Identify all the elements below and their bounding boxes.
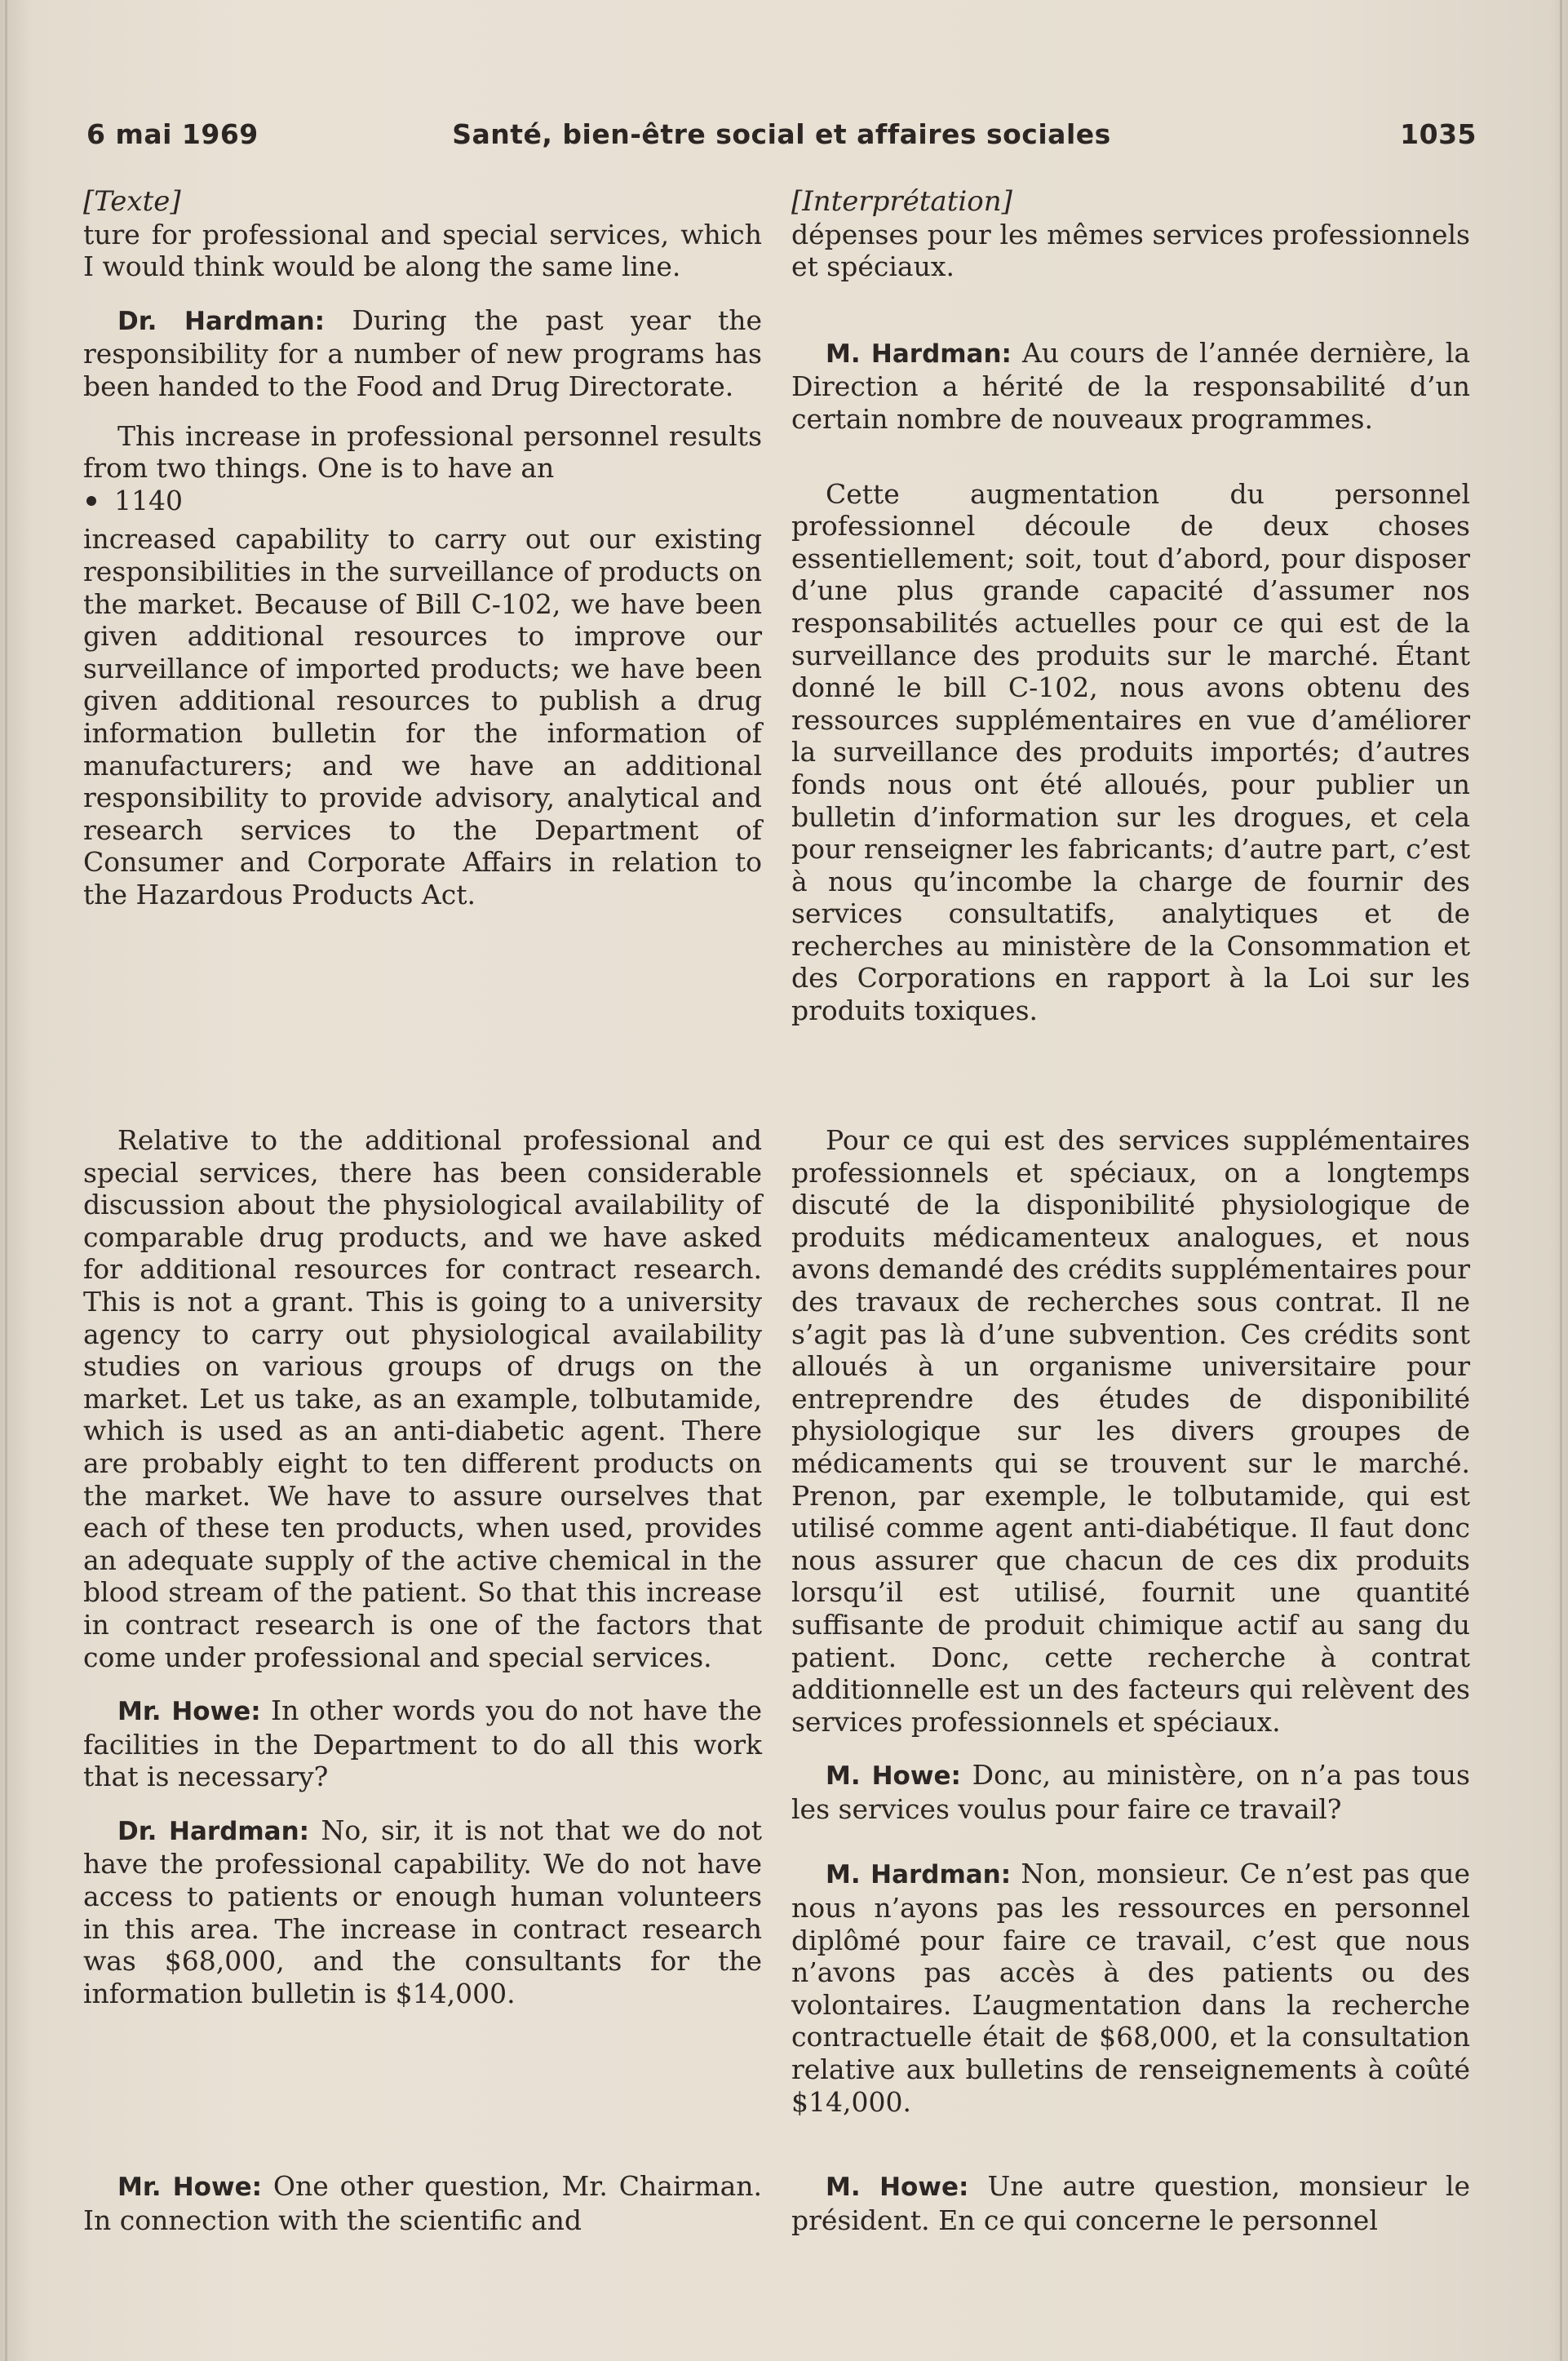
- left-column-top: [83, 186, 762, 910]
- page-edge-right: [1560, 0, 1562, 2361]
- left-language-tag: [Texte]: [83, 185, 181, 218]
- right-paragraph-4: Pour ce qui est des services supplémentaires professionnels et spéciaux, on a longtemps discuté de la disponibilité physiologique de produits médicamenteux analogues, et nous avons demandé des crédits supplémentaires pour des travaux de recherches sous contrat. Il ne s’agit pas là d’une subvention. Ces crédits sont alloués à un organisme universitaire pour entreprendre des études de disponibilité physiologique sur les divers groupes de médicaments qui se trouvent sur le marché. Prenon, par exemple, le tolbutamide, qui est utilisé comme agent anti-diabétique. Il faut donc nous assurer que chacun de ces dix produits lorsqu’il est utilisé, fournit une quantité suffisante de produit chimique actif au sang du patient. Donc, cette recherche à contrat additionnelle est un des facteurs qui relèvent des services professionnels et spéciaux.: [791, 1124, 1470, 1738]
- right-language-tag: [Interprétation]: [791, 185, 1012, 218]
- left-paragraph-5: Relative to the additional professional and special services, there has been considerable discussion about the physiological availability of comparable drug products, and we have asked for additional resources for contract research. This is not a grant. This is going to a university agency to carry out physiological availability studies on various groups of drugs on the market. Let us take, as an example, tolbutamide, which is used as an anti-diabetic agent. There are probably eight to ten different products on the market. We have to assure ourselves that each of these ten products, when used, provides an adequate supply of the active chemical in the blood stream of the patient. So that this increase in contract research is one of the factors that come under professional and special services.: [83, 1124, 762, 1673]
- speech-text: One other question, Mr. Chairman. In connection with the scientific and: [83, 2170, 762, 2236]
- left-column-bottom: [83, 1124, 762, 2009]
- right-paragraph-3: Cette augmentation du personnel professionnel découle de deux choses essentiellement; soit, tout d’abord, pour disposer d’une plus grande capacité d’assumer nos responsabilités actuelles pour ce qui est de la surveillance des produits sur le marché. Étant donné le bill C-102, nous avons obtenu des ressources supplémentaires en vue d’améliorer la surveillance des produits importés; d’autres fonds nous ont été alloués, pour publier un bulletin d’information sur les drogues, et cela pour renseigner les fabricants; d’autre part, c’est à nous qu’incombe la charge de fournir des services consultatifs, analytiques et de recherches au ministère de la Consommation et des Corporations en rapport à la Loi sur les produits toxiques.: [791, 477, 1470, 1027]
- left-paragraph-3: This increase in professional personnel results from two things. One is to have an: [83, 419, 762, 485]
- speech-text: Donc, au ministère, on n’a pas tous les services voulus pour faire ce travail?: [791, 1759, 1470, 1825]
- left-column-end: [83, 2170, 762, 2236]
- left-paragraph-7: [83, 1814, 762, 2010]
- speech-text: Non, monsieur. Ce n’est pas que nous n’ayons pas les ressources en personnel diplômé pour faire ce travail, c’est que nous n’avons pas accès à des patients ou des volontaires. L’augmentation dans la recherche contractuelle était de $68,000, et la consultation relative aux bulletins de renseignements à coûté $14,000.: [791, 1858, 1470, 2118]
- right-paragraph-5: [791, 1759, 1470, 1825]
- speech-text: Une autre question, monsieur le président. En ce qui concerne le personnel: [791, 2170, 1470, 2236]
- left-paragraph-1: ture for professional and special services, which I would think would be along the same line.: [83, 218, 762, 283]
- running-header: [86, 118, 1477, 157]
- speaker-name: Mr. Howe:: [117, 1697, 261, 1727]
- right-column-top: [791, 186, 1470, 1027]
- right-paragraph-1: dépenses pour les mêmes services professionnels et spéciaux.: [791, 218, 1470, 283]
- speaker-name: M. Howe:: [826, 1761, 961, 1792]
- speaker-name: M. Hardman:: [826, 1860, 1012, 1890]
- speech-text: During the past year the responsibility for a number of new programs has been handed to the Food and Drug Directorate.: [83, 303, 762, 402]
- time-marker-text: 1140: [114, 484, 183, 516]
- bullet-icon: [86, 496, 96, 506]
- header-page-number: 1035: [1400, 118, 1477, 150]
- header-date: 6 mai 1969: [86, 118, 259, 150]
- speech-text: No, sir, it is not that we do not have the professional capability. We do not have access to patients or enough human volunteers in this area. The increase in contract research was $68,000, and the consultants for the information bulletin is $14,000.: [83, 1814, 762, 2009]
- speaker-name: M. Hardman:: [826, 339, 1012, 369]
- speaker-name: Dr. Hardman:: [117, 306, 326, 336]
- left-paragraph-2: [83, 304, 762, 403]
- speaker-name: Mr. Howe:: [117, 2173, 263, 2202]
- speech-text: In other words you do not have the facilities in the Department to do all this work that is necessary?: [83, 1694, 762, 1793]
- page-edge-left: [5, 0, 7, 2361]
- left-paragraph-8: [83, 2170, 762, 2236]
- right-column-end: [791, 2170, 1470, 2236]
- right-paragraph-6: [791, 1858, 1470, 2118]
- speech-text: Au cours de l’année dernière, la Direction a hérité de la responsabilité d’un certain nombre de nouveaux programmes.: [791, 336, 1471, 435]
- time-marker: [83, 485, 762, 517]
- speaker-name: M. Howe:: [826, 2173, 969, 2202]
- right-paragraph-7: [791, 2170, 1470, 2236]
- header-title: Santé, bien-être social et affaires sociales: [452, 118, 1111, 150]
- left-paragraph-6: [83, 1694, 762, 1793]
- speaker-name: Dr. Hardman:: [117, 1816, 310, 1846]
- right-column-bottom: [791, 1124, 1470, 2118]
- right-paragraph-2: [791, 337, 1470, 436]
- left-paragraph-4: increased capability to carry out our existing responsibilities in the surveillance of products on the market. Because of Bill C-102, we have been given additional resources to improve our surveillance of imported products; we have been given additional resources to publish a drug information bulletin for the information of manufacturers; and we have an additional responsibility to provide advisory, analytical and research services to the Department of Consumer and Corporate Affairs in relation to the Hazardous Products Act.: [83, 523, 762, 910]
